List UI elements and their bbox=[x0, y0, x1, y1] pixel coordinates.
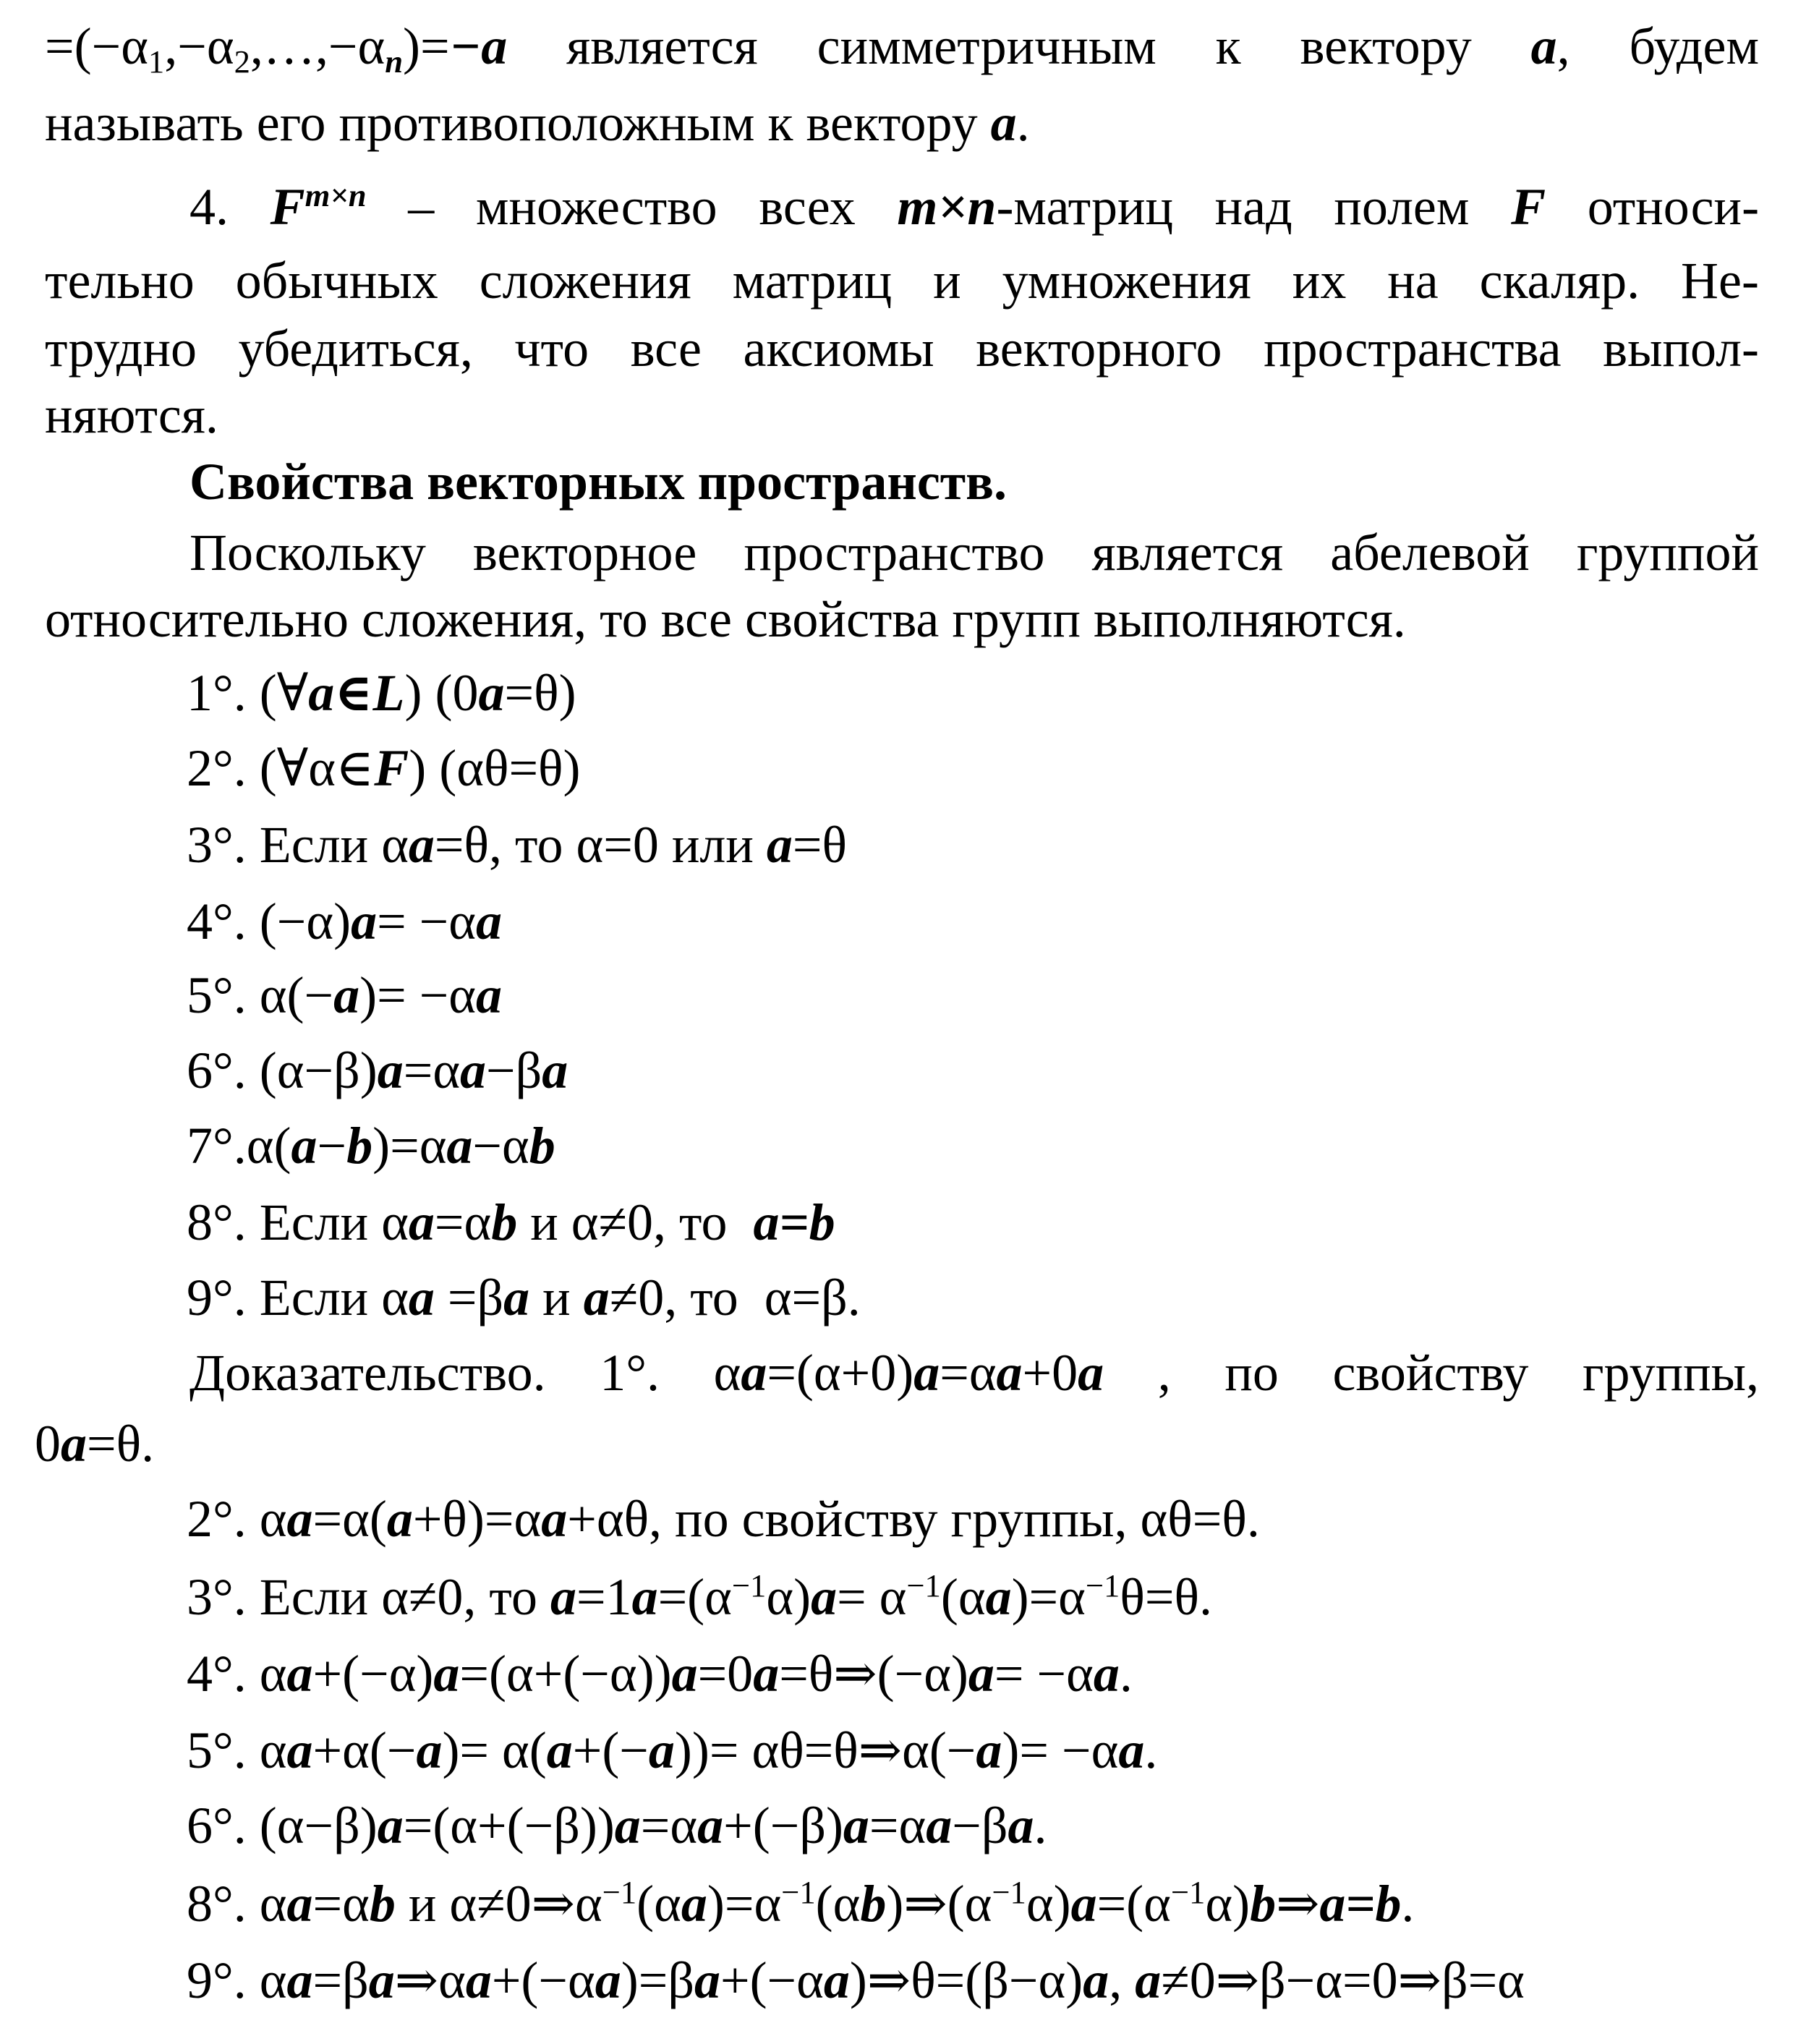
item-number: 3°. bbox=[187, 816, 247, 874]
vector-symbol: a bbox=[286, 1721, 313, 1779]
vector-symbol: a bbox=[648, 1721, 675, 1779]
vector-symbol: a bbox=[671, 1645, 698, 1703]
vector-symbol: a bbox=[753, 1645, 780, 1703]
property-9 bbox=[187, 1269, 861, 1327]
formula-part: +(−α bbox=[491, 1951, 595, 2009]
vector-symbol: a bbox=[546, 1721, 573, 1779]
formula-part: −β bbox=[486, 1042, 542, 1099]
formula-part: α) bbox=[766, 1568, 812, 1626]
text: -матриц над полем bbox=[996, 178, 1470, 236]
formula-part: 9°. α bbox=[187, 1951, 287, 2009]
vector-symbol: a bbox=[460, 1042, 487, 1099]
subscript: n bbox=[385, 43, 404, 80]
formula-part: (α bbox=[940, 1568, 986, 1626]
formula-part: 2°. α bbox=[187, 1490, 287, 1548]
subscript: 1 bbox=[148, 43, 165, 80]
vector-symbol: a bbox=[990, 94, 1017, 152]
item-number: 4. bbox=[189, 178, 229, 236]
formula-part: −α bbox=[472, 1117, 529, 1175]
vector-symbol: a=b bbox=[753, 1193, 835, 1251]
vector-symbol: b bbox=[860, 1875, 887, 1933]
formula-part: a∈L bbox=[308, 664, 405, 722]
property-1 bbox=[187, 664, 576, 722]
item-number: 2°. bbox=[187, 739, 247, 797]
field-symbol: F bbox=[1511, 178, 1546, 236]
example-4-line-1 bbox=[189, 177, 1760, 236]
vector-symbol: a bbox=[286, 1875, 313, 1933]
item-number: 6°. bbox=[187, 1042, 247, 1099]
example-4-line-4: няются. bbox=[45, 386, 218, 444]
formula-part: )= −α bbox=[359, 966, 477, 1024]
vector-symbol: a bbox=[694, 1951, 720, 2009]
vector-symbol: a bbox=[478, 664, 505, 722]
vector-symbol: a bbox=[843, 1797, 869, 1854]
formula-part: =(−α bbox=[45, 17, 148, 75]
formula-part: ≠0, то α=β. bbox=[609, 1269, 861, 1327]
vector-symbol: a bbox=[408, 1269, 435, 1327]
vector-symbol: a bbox=[503, 1269, 530, 1327]
property-6 bbox=[187, 1042, 568, 1099]
property-3 bbox=[187, 816, 847, 874]
formula-part: 4°. α bbox=[187, 1645, 287, 1703]
formula-part: = α bbox=[837, 1568, 907, 1626]
formula-part: Если α bbox=[259, 1193, 409, 1251]
formula-part: и bbox=[529, 1269, 584, 1327]
formula-part: α) bbox=[1026, 1875, 1071, 1933]
vector-symbol: a bbox=[976, 1721, 1002, 1779]
text: является симметричным к вектору bbox=[566, 17, 1472, 75]
item-number: 8°. bbox=[187, 1193, 247, 1251]
text: , будем bbox=[1556, 17, 1759, 75]
formula-part: =θ⇒(−α) bbox=[779, 1645, 968, 1703]
formula-part: =0 bbox=[697, 1645, 754, 1703]
formula-part: ) (0 bbox=[404, 664, 479, 722]
formula-part: )= −α bbox=[1002, 1721, 1119, 1779]
formula-part: 0 bbox=[35, 1415, 61, 1473]
vector-symbol: a bbox=[61, 1415, 87, 1473]
vector-symbol: a bbox=[1093, 1645, 1120, 1703]
vector-symbol: a bbox=[697, 1797, 724, 1854]
vector-symbol: a bbox=[286, 1490, 313, 1548]
formula-part: )=α bbox=[707, 1875, 782, 1933]
vector-symbol: a bbox=[476, 966, 503, 1024]
subscript: 2 bbox=[234, 43, 250, 80]
vector-symbol: a bbox=[985, 1568, 1012, 1626]
vector-symbol: a bbox=[476, 893, 503, 950]
formula-part: ⇒ bbox=[1276, 1875, 1320, 1933]
vector-symbol: a bbox=[446, 1117, 473, 1175]
proof-label: Доказательство. 1°. bbox=[189, 1344, 660, 1402]
formula-part: =(α bbox=[657, 1568, 732, 1626]
proof-5 bbox=[187, 1721, 1158, 1779]
formula-part: )= α( bbox=[442, 1721, 547, 1779]
formula-part: . bbox=[1034, 1797, 1047, 1854]
vector-symbol: a bbox=[333, 966, 360, 1024]
example-4-line-3: трудно убедиться, что все аксиомы векторного пространства выпол- bbox=[45, 320, 1759, 378]
formula-part: . bbox=[1144, 1721, 1158, 1779]
formula-part: =β bbox=[434, 1269, 504, 1327]
formula-part: (−α) bbox=[259, 893, 352, 950]
formula-part: =θ. bbox=[87, 1415, 155, 1473]
formula-part: =(α bbox=[1096, 1875, 1171, 1933]
vector-symbol: a bbox=[631, 1568, 658, 1626]
vector-symbol: a bbox=[291, 1117, 318, 1175]
formula-part: =θ bbox=[792, 816, 847, 874]
text: относи- bbox=[1587, 178, 1760, 236]
superscript: −1 bbox=[906, 1567, 941, 1604]
formula-part: − bbox=[317, 1117, 347, 1175]
formula-part: =(α+(−α)) bbox=[459, 1645, 672, 1703]
vector-symbol: b bbox=[491, 1193, 518, 1251]
vector-symbol: b bbox=[369, 1875, 396, 1933]
dimension-symbol: m×n bbox=[897, 178, 997, 236]
formula-part: и α≠0, то bbox=[517, 1193, 754, 1251]
opposite-vector-line-1 bbox=[45, 17, 1759, 80]
formula-part: ))= αθ=θ⇒α(− bbox=[674, 1721, 976, 1779]
formula-part: 8°. α bbox=[187, 1875, 287, 1933]
vector-symbol: a bbox=[926, 1797, 953, 1854]
formula-part: и α≠0⇒α bbox=[395, 1875, 602, 1933]
formula-part: =β bbox=[312, 1951, 369, 2009]
formula-part: Если α bbox=[259, 816, 409, 874]
section-heading: Свойства векторных пространств. bbox=[189, 453, 1008, 511]
vector-symbol: a bbox=[386, 1490, 413, 1548]
superscript: −1 bbox=[992, 1874, 1026, 1911]
property-8 bbox=[187, 1193, 835, 1251]
superscript: −1 bbox=[731, 1567, 767, 1604]
vector-symbol: a bbox=[541, 1490, 568, 1548]
vector-symbol: a bbox=[286, 1951, 313, 2009]
vector-symbol: a bbox=[583, 1269, 610, 1327]
formula-part: ) (αθ=θ) bbox=[409, 739, 581, 797]
vector-symbol: a bbox=[408, 1193, 435, 1251]
formula-part: =α bbox=[940, 1344, 997, 1402]
item-number: 4°. bbox=[187, 893, 247, 950]
property-4 bbox=[187, 895, 502, 948]
formula-part: α bbox=[713, 1344, 741, 1402]
formula-part: α( bbox=[246, 1117, 291, 1175]
vector-symbol: −a bbox=[449, 17, 508, 75]
formula-part: =α( bbox=[312, 1490, 387, 1548]
formula-part: (∀ bbox=[259, 664, 309, 722]
formula-part: = −α bbox=[994, 1645, 1094, 1703]
vector-symbol: a bbox=[542, 1042, 568, 1099]
vector-symbol: a bbox=[368, 1951, 395, 2009]
property-2 bbox=[187, 739, 581, 797]
vector-symbol: a=b bbox=[1319, 1875, 1402, 1933]
vector-symbol: a bbox=[377, 1797, 404, 1854]
superscript: −1 bbox=[1085, 1567, 1120, 1604]
item-number: 5°. bbox=[187, 966, 247, 1024]
formula-part: +α(− bbox=[312, 1721, 417, 1779]
intro-line-2: относительно сложения, то все свойства групп выполняются. bbox=[45, 590, 1406, 648]
formula-part: =(α+(−β)) bbox=[403, 1797, 615, 1854]
formula-part: ,…,−α bbox=[250, 17, 386, 75]
text: называть его противоположным к вектору bbox=[45, 94, 978, 152]
formula-part: α(− bbox=[259, 966, 334, 1024]
formula-part: . bbox=[1401, 1875, 1415, 1933]
formula-part: 5°. α bbox=[187, 1721, 287, 1779]
formula-part: α) bbox=[1205, 1875, 1251, 1933]
proof-line-2 bbox=[35, 1415, 155, 1473]
formula-part: =θ, то α=0 или bbox=[434, 816, 767, 874]
formula-part: )= bbox=[403, 17, 450, 75]
formula-part: +(− bbox=[572, 1721, 649, 1779]
formula-part: (α−β) bbox=[259, 1042, 378, 1099]
field-symbol: F bbox=[374, 739, 409, 797]
formula-part: . bbox=[1119, 1645, 1133, 1703]
field-symbol: F bbox=[270, 178, 305, 236]
formula-part: ⇒α bbox=[394, 1951, 466, 2009]
item-number: 7°. bbox=[187, 1117, 247, 1175]
formula-part: +(−α) bbox=[312, 1645, 434, 1703]
formula-part: (α bbox=[636, 1875, 681, 1933]
property-5 bbox=[187, 966, 503, 1024]
superscript: −1 bbox=[1170, 1874, 1206, 1911]
item-number: 9°. bbox=[187, 1269, 247, 1327]
formula-part: +θ)=α bbox=[412, 1490, 542, 1548]
proof-line-1 bbox=[189, 1344, 1760, 1402]
formula-part: =α bbox=[434, 1193, 492, 1251]
superscript: −1 bbox=[602, 1874, 637, 1911]
vector-symbol: a bbox=[1135, 1951, 1162, 2009]
formula-part: , bbox=[1109, 1951, 1136, 2009]
intro-line-1: Поскольку векторное пространство является абелевой группой bbox=[189, 524, 1759, 582]
vector-symbol: b bbox=[1250, 1875, 1277, 1933]
formula-part: 6°. (α−β) bbox=[187, 1797, 378, 1854]
formula-part: = −α bbox=[377, 893, 477, 950]
vector-symbol: a bbox=[681, 1875, 707, 1933]
vector-symbol: a bbox=[433, 1645, 460, 1703]
vector-symbol: a bbox=[416, 1721, 443, 1779]
formula-part: ,−α bbox=[164, 17, 234, 75]
vector-symbol: a bbox=[595, 1951, 621, 2009]
proof-3 bbox=[187, 1567, 1212, 1626]
formula-part: +(−α bbox=[720, 1951, 824, 2009]
formula-part: )=β bbox=[621, 1951, 694, 2009]
vector-symbol: a bbox=[1078, 1344, 1104, 1402]
vector-symbol: a bbox=[1070, 1875, 1097, 1933]
vector-symbol: a bbox=[1008, 1797, 1034, 1854]
formula-part: +αθ, по свойству группы, αθ=θ. bbox=[567, 1490, 1260, 1548]
vector-symbol: a bbox=[968, 1645, 994, 1703]
text: , по свойству группы, bbox=[1157, 1344, 1760, 1402]
formula-part: θ=θ. bbox=[1120, 1568, 1212, 1626]
proof-8 bbox=[187, 1874, 1415, 1933]
item-number: 1°. bbox=[187, 664, 247, 722]
formula-part: =α bbox=[640, 1797, 698, 1854]
vector-symbol: a bbox=[408, 816, 435, 874]
vector-symbol: a bbox=[351, 893, 378, 950]
formula-part: =1 bbox=[576, 1568, 632, 1626]
formula-part: (∀α∈ bbox=[259, 739, 375, 797]
property-7 bbox=[187, 1117, 555, 1175]
vector-symbol: b bbox=[346, 1117, 373, 1175]
vector-symbol: a bbox=[1530, 17, 1557, 75]
vector-symbol: a bbox=[286, 1645, 313, 1703]
formula-part: −β bbox=[952, 1797, 1008, 1854]
formula-part: =(α+0) bbox=[767, 1344, 914, 1402]
formula-part: 3°. Если α≠0, то bbox=[187, 1568, 550, 1626]
vector-symbol: a bbox=[550, 1568, 576, 1626]
formula-part: (α bbox=[815, 1875, 861, 1933]
formula-part: =α bbox=[869, 1797, 927, 1854]
vector-symbol: a bbox=[1118, 1721, 1145, 1779]
vector-symbol: a bbox=[465, 1951, 492, 2009]
vector-symbol: a bbox=[996, 1344, 1023, 1402]
formula-part: +0 bbox=[1022, 1344, 1078, 1402]
text: . bbox=[1016, 94, 1030, 152]
superscript: −1 bbox=[781, 1874, 816, 1911]
proof-4 bbox=[187, 1645, 1133, 1703]
vector-symbol: a bbox=[1083, 1951, 1109, 2009]
vector-symbol: a bbox=[614, 1797, 641, 1854]
vector-symbol: a bbox=[823, 1951, 850, 2009]
formula-part: )=α bbox=[1011, 1568, 1086, 1626]
superscript: m×n bbox=[304, 177, 367, 214]
vector-symbol: a bbox=[377, 1042, 404, 1099]
formula-part: +(−β) bbox=[723, 1797, 843, 1854]
formula-part: )⇒θ=(β−α) bbox=[849, 1951, 1083, 2009]
example-4-line-2: тельно обычных сложения матриц и умножения их на скаляр. Не- bbox=[45, 252, 1759, 310]
formula-part: =α bbox=[312, 1875, 370, 1933]
vector-symbol: a bbox=[811, 1568, 838, 1626]
formula-part: Если α bbox=[259, 1269, 409, 1327]
proof-9 bbox=[187, 1951, 1525, 2009]
proof-2 bbox=[187, 1490, 1260, 1548]
formula-part: =α bbox=[403, 1042, 461, 1099]
vector-symbol: a bbox=[913, 1344, 940, 1402]
vector-symbol: a bbox=[766, 816, 793, 874]
text: – множество всех bbox=[408, 178, 856, 236]
opposite-vector-line-2 bbox=[45, 94, 1030, 152]
formula-part: ≠0⇒β−α=0⇒β=α bbox=[1161, 1951, 1525, 2009]
formula-part: )⇒(α bbox=[886, 1875, 992, 1933]
formula-part: =θ) bbox=[504, 664, 576, 722]
formula-part: )=α bbox=[372, 1117, 447, 1175]
vector-symbol: b bbox=[529, 1117, 555, 1175]
vector-symbol: a bbox=[741, 1344, 767, 1402]
proof-6 bbox=[187, 1797, 1047, 1854]
